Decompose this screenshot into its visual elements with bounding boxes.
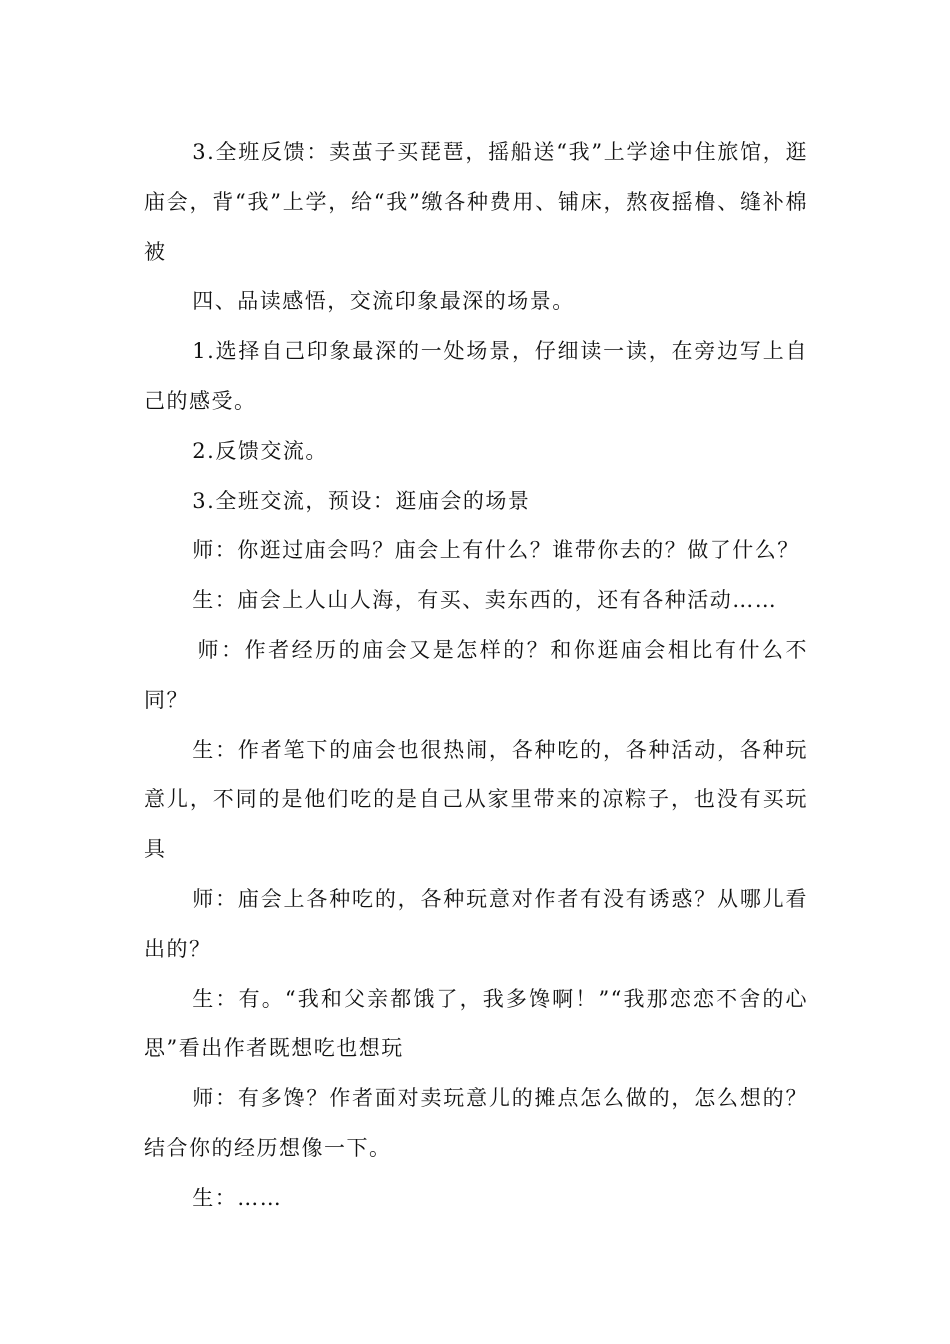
paragraph-step-one: 1.选择自己印象最深的一处场景，仔细读一读，在旁边写上自己的感受。 xyxy=(144,339,808,413)
paragraph-student-answer-1: 生：庙会上人山人海，有买、卖东西的，还有各种活动…… xyxy=(192,588,778,613)
paragraph-teacher-question-3: 师：庙会上各种吃的，各种玩意对作者有没有诱惑？从哪儿看出的？ xyxy=(144,886,808,961)
paragraph-student-answer-3: 生：有。“我和父亲都饿了，我多馋啊！”“我那恋恋不舍的心思”看出作者既想吃也想玩 xyxy=(144,986,808,1061)
paragraph-step-three: 3.全班交流，预设：逛庙会的场景 xyxy=(192,488,531,513)
paragraph-teacher-question-4: 师：有多馋？作者面对卖玩意儿的摊点怎么做的，怎么想的？结合你的经历想像一下。 xyxy=(144,1086,808,1160)
paragraph-step-two: 2.反馈交流。 xyxy=(192,438,328,463)
paragraph-class-feedback: 3.全班反馈：卖茧子买琵琶，摇船送“我”上学途中住旅馆，逛庙会，背“我”上学，给“我”缴各种费用、铺床，熬夜摇橹、缝补棉被 xyxy=(144,140,808,264)
paragraph-student-answer-2: 生：作者笔下的庙会也很热闹，各种吃的，各种活动，各种玩意儿，不同的是他们吃的是自己从家里带来的凉粽子，也没有买玩具 xyxy=(144,737,808,862)
paragraph-section-four-heading: 四、品读感悟，交流印象最深的场景。 xyxy=(192,289,575,314)
document-body xyxy=(144,128,808,1224)
paragraph-teacher-question-1: 师：你逛过庙会吗？庙会上有什么？谁带你去的？做了什么？ xyxy=(192,538,800,563)
paragraph-student-answer-4: 生：…… xyxy=(192,1185,283,1210)
paragraph-teacher-question-2: 师：作者经历的庙会又是怎样的？和你逛庙会相比有什么不同？ xyxy=(144,637,808,712)
